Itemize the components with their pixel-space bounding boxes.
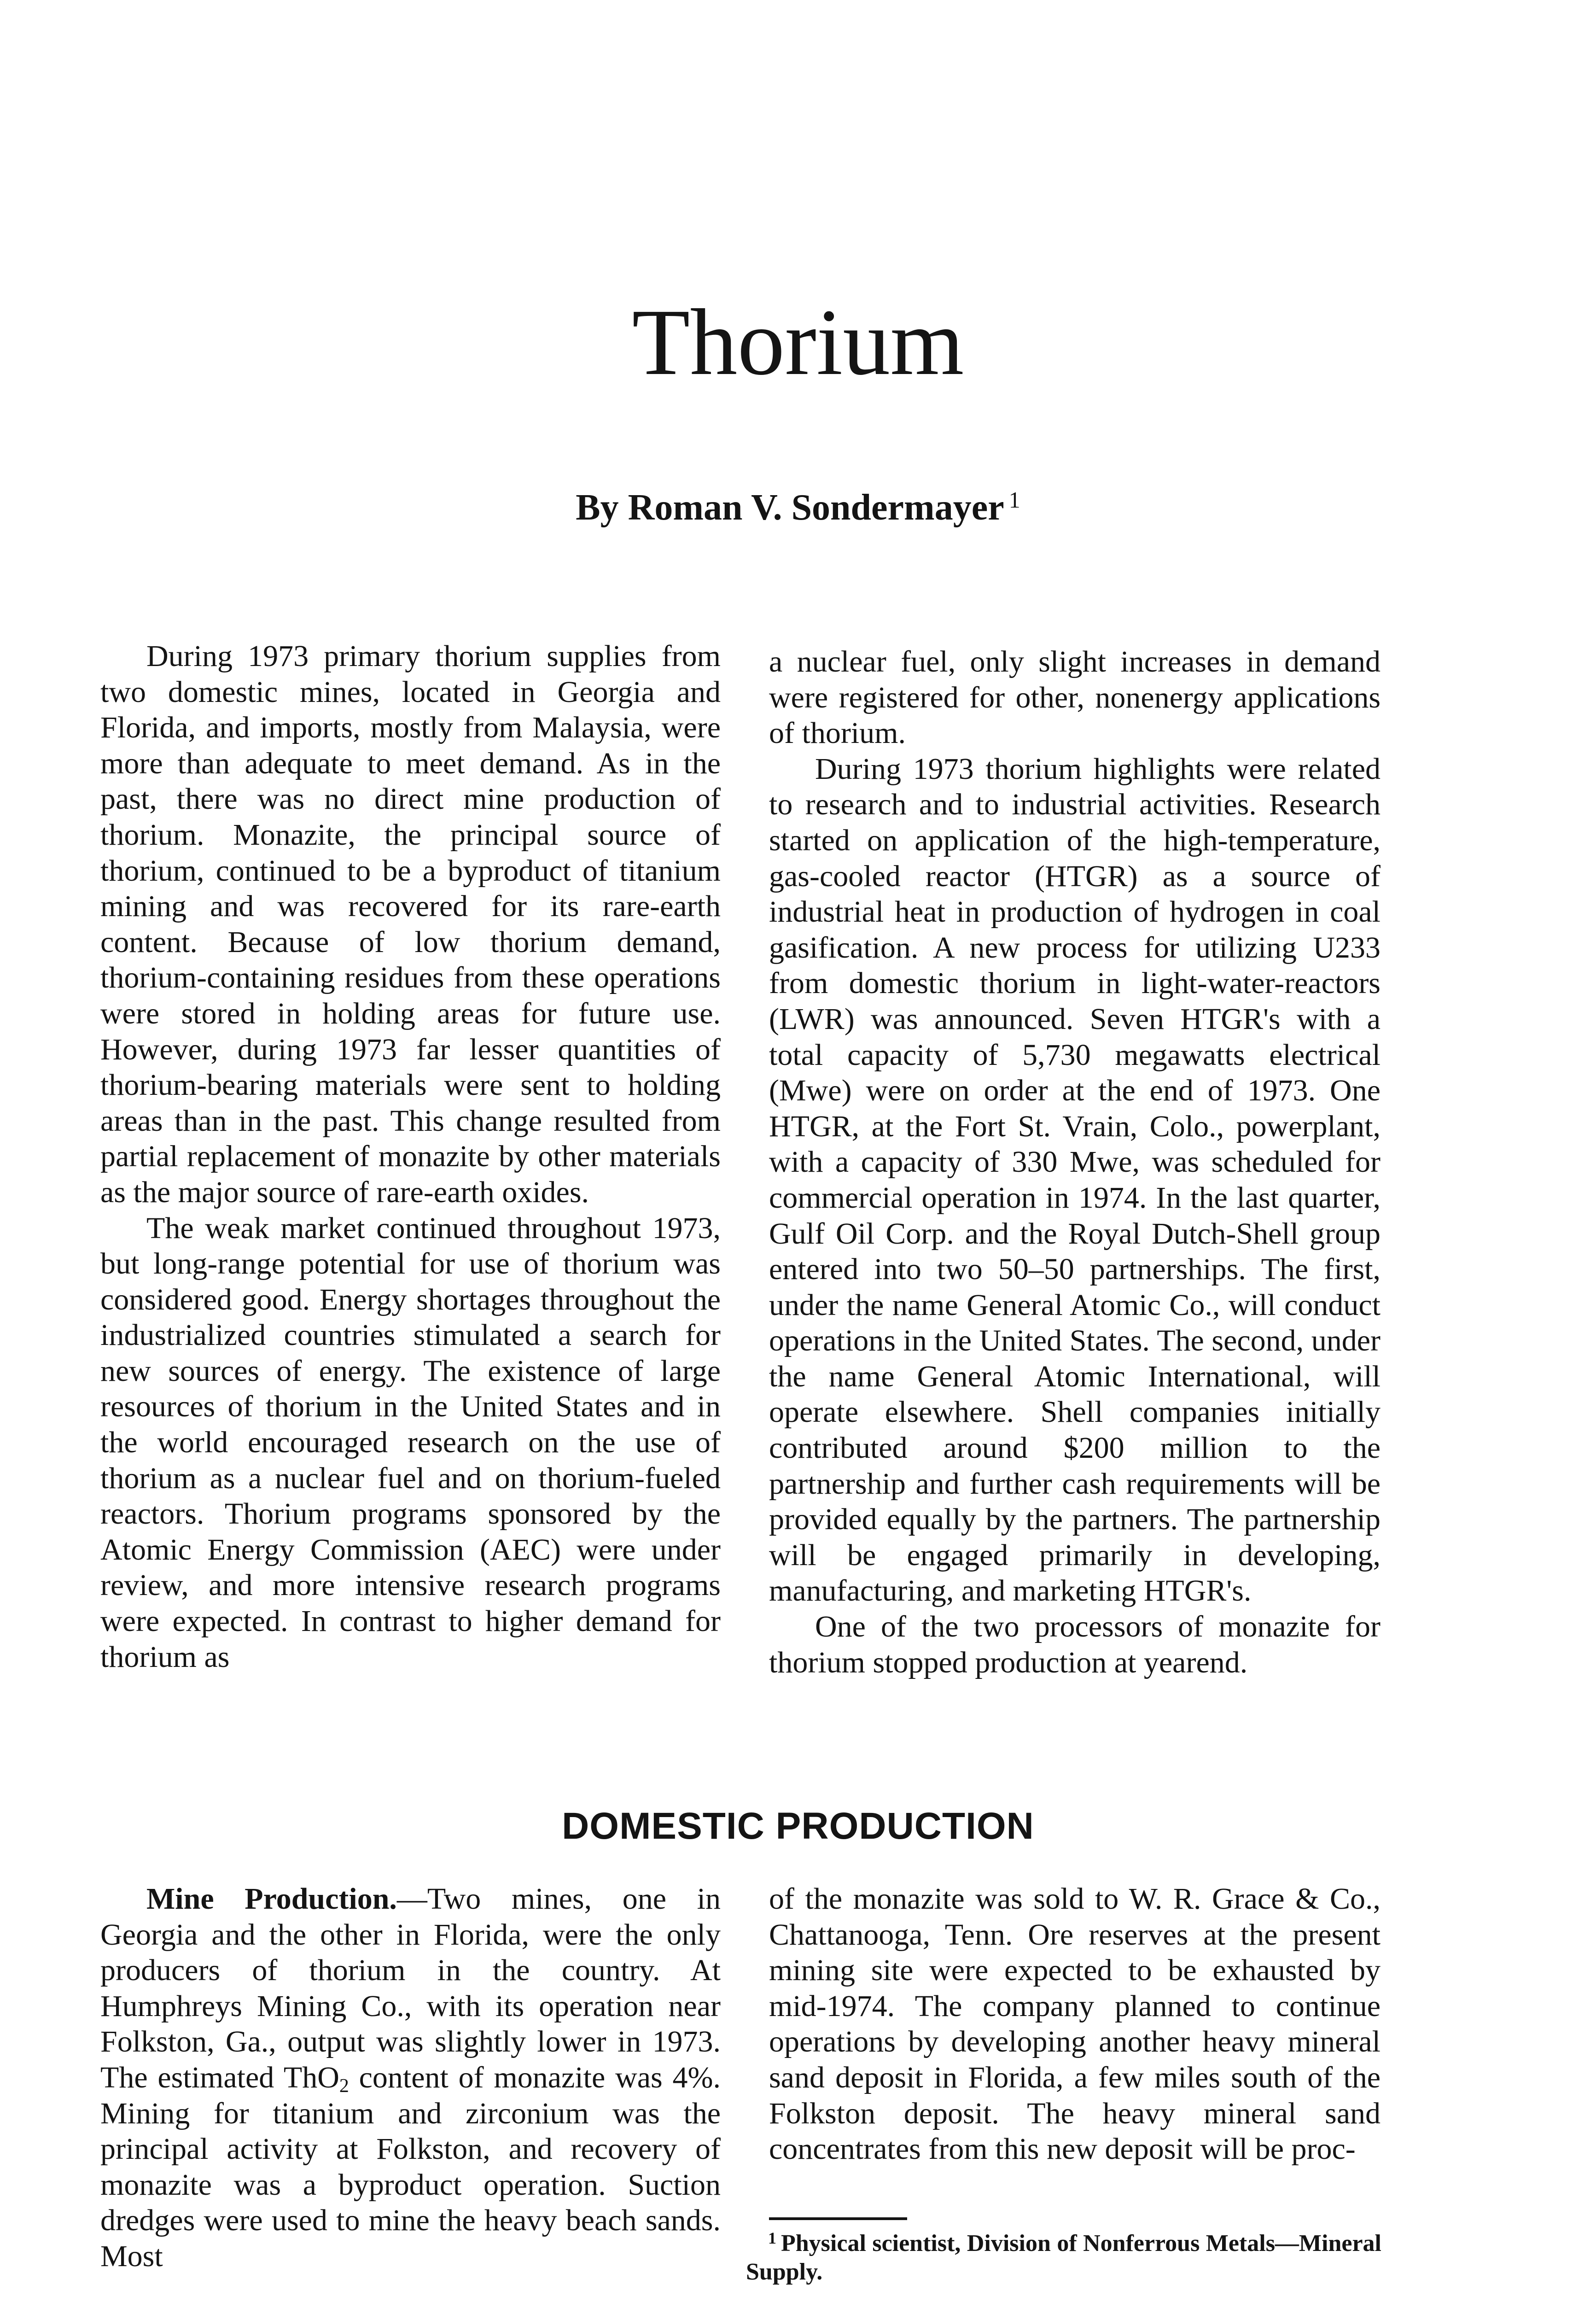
- footnote-marker: 1: [768, 2229, 776, 2247]
- intro-right-column: [769, 644, 1380, 1680]
- intro-paragraph-1: During 1973 primary thorium supplies from two domestic mines, located in Georgia and Florida, and imports, mostly from Malaysia, were more than adequate to meet demand. As in the past, there was no direct mine production of thorium. Monazite, the principal source of thorium, continued to be a byproduct of titanium mining and was recovered for its rare-earth content. Because of low thorium demand, thorium-containing residues from these operations were stored in holding areas for future use. However, during 1973 far lesser quantities of thorium-bearing materials were sent to holding areas than in the past. This change resulted from partial replacement of monazite by other materials as the major source of rare-earth oxides.: [100, 639, 721, 1209]
- article-title: Thorium: [632, 289, 964, 395]
- footnote-divider: [769, 2217, 907, 2220]
- author-byline: [0, 488, 1596, 526]
- author-name: By Roman V. Sondermayer: [576, 487, 1004, 528]
- intro-paragraph-3: During 1973 thorium highlights were related to research and to industrial activities. Research started on application of the high-temperature, gas-cooled reactor (HTGR) as a source of industrial heat in production of hydrogen in coal gasification. A new process for utilizing U233 from domestic thorium in light-water-reactors (LWR) was announced. Seven HTGR's with a total capacity of 5,730 megawatts electrical (Mwe) were on order at the end of 1973. One HTGR, at the Fort St. Vrain, Colo., powerplant, with a capacity of 330 Mwe, was scheduled for commercial operation in 1974. In the last quarter, Gulf Oil Corp. and the Royal Dutch-Shell group entered into two 50–50 partnerships. The first, under the name General Atomic Co., will conduct operations in the United States. The second, under the name General Atomic International, will operate elsewhere. Shell companies initially contributed around $200 million to the partnership and further cash requirements will be provided equally by the partners. The partnership will be engaged primarily in developing, manufacturing, and marketing HTGR's.: [769, 752, 1380, 1608]
- mine-production-text-a: —Two mines, one in Georgia and the other in Florida, were the only producers of thorium in the country. At Humphreys Mining Co., with its operation near Folkston, Ga., output was slightly lower in 1973. The estimated ThO: [100, 1882, 721, 2094]
- mine-production-paragraph: [100, 1881, 721, 2274]
- footnote: [746, 2229, 1381, 2286]
- intro-paragraph-4: One of the two processors of monazite for thorium stopped production at yearend.: [769, 1610, 1380, 1679]
- section-heading: DOMESTIC PRODUCTION: [562, 1805, 1034, 1847]
- intro-paragraph-2: The weak market continued throughout 1973, but long-range potential for use of thorium was considered good. Energy shortages throughout the industrialized countries stimulated a search for new sources of energy. The existence of large resources of thorium in the United States and in the world encouraged research on the use of thorium as a nuclear fuel and on thorium-fueled reactors. Thorium programs sponsored by the Atomic Energy Commission (AEC) were under review, and more intensive research programs were expected. In contrast to higher demand for thorium as: [100, 1211, 721, 1674]
- intro-paragraph-2-continued: a nuclear fuel, only slight increases in demand were registered for other, nonenergy applications of thorium.: [769, 645, 1380, 750]
- section-left-column: [100, 1881, 721, 2274]
- footnote-text: Physical scientist, Division of Nonferrous Metals—Mineral Supply.: [746, 2230, 1381, 2285]
- oxide-subscript: 2: [339, 2075, 349, 2097]
- mine-production-paragraph-continued: of the monazite was sold to W. R. Grace & Co., Chattanooga, Tenn. Ore reserves at the present mining site were expected to be exhausted by mid-1974. The company planned to continue operations by developing another heavy mineral sand deposit in Florida, a few miles south of the Folkston deposit. The heavy mineral sand concentrates from this new deposit will be proc-: [769, 1882, 1380, 2166]
- intro-left-column: [100, 638, 721, 1675]
- section-right-column: [769, 1881, 1380, 2167]
- mine-production-text-b: content of monazite was 4%. Mining for titanium and zirconium was the principal activity at Folkston, and recovery of monazite was a byproduct operation. Suction dredges were used to mine the heavy beach sands. Most: [100, 2060, 721, 2273]
- mine-production-subheading: Mine Production.: [146, 1882, 397, 1916]
- author-footnote-marker: 1: [1008, 487, 1020, 513]
